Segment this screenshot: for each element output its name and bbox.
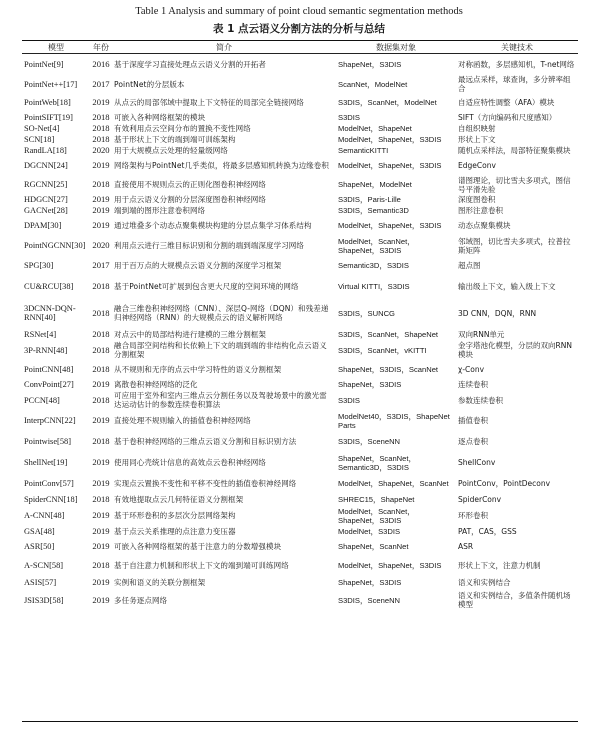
datasets-cell: ShapeNet，ScanNet，Semantic3D，S3DIS — [338, 453, 417, 472]
description-cell: 融合局部空间结构和长依赖上下文的端到端的非结构化点云语义分割框架 — [114, 341, 327, 359]
datasets-cell: ModelNet，ShapeNet，S3DIS — [338, 161, 442, 170]
key-technique-cell: 自适应特性调整（AFA）模块 — [458, 98, 555, 107]
description-cell: 用于点云语义分割的分层深度图卷积神经网络 — [114, 195, 266, 204]
model-cell: A-CNN[48] — [24, 511, 65, 520]
table-row — [22, 145, 578, 156]
key-technique-cell: χ-Conv — [458, 365, 485, 374]
year-cell: 2019 — [92, 415, 110, 425]
datasets-cell: ModelNet40，S3DIS，ShapeNet Parts — [338, 411, 450, 430]
table-row — [22, 194, 578, 205]
year-cell: 2019 — [92, 194, 110, 204]
description-cell: 对点云中的局部结构进行建模的三维分割框架 — [114, 330, 266, 339]
model-cell: ASR[50] — [24, 541, 55, 551]
year-cell: 2019 — [92, 160, 110, 170]
table-row — [22, 576, 578, 589]
key-technique-cell: 3D CNN，DQN，RNN — [458, 308, 537, 318]
description-cell: 可应用于室外和室内三维点云分割任务以及驾驶场景中的激光雷达运动估计的参数连续卷积算法 — [114, 391, 327, 409]
table-row — [22, 112, 578, 123]
table-row — [22, 123, 578, 134]
model-cell: SPG[30] — [24, 261, 54, 270]
model-cell: SCN[18] — [24, 135, 55, 144]
year-cell: 2018 — [92, 364, 110, 374]
year-cell: 2020 — [92, 240, 110, 250]
description-cell: 有效利用点云空间分布的置换不变性网络 — [114, 124, 251, 133]
key-technique-cell: 环形卷积 — [458, 511, 488, 520]
key-technique-cell: 形状上下文，注意力机制 — [458, 561, 541, 570]
header-datasets: 数据集对象 — [376, 42, 416, 52]
description-cell: 用于大规模点云处理的轻量级网络 — [114, 146, 228, 155]
description-cell: 用于百万点的大规模点云语义分割的深度学习框架 — [114, 261, 282, 270]
year-cell: 2019 — [92, 97, 110, 107]
year-cell: 2019 — [92, 478, 110, 488]
description-cell: 利用点云进行三维目标识别和分割的端到端深度学习网络 — [114, 241, 304, 250]
model-cell: HDGCN[27] — [24, 195, 68, 204]
datasets-cell: ModelNet，ShapeNet，S3DIS — [338, 135, 442, 144]
table-row — [22, 360, 578, 379]
year-cell: 2019 — [92, 205, 110, 215]
model-cell: DPAM[30] — [24, 221, 62, 230]
model-cell: SpiderCNN[18] — [24, 495, 78, 504]
description-cell: 基于卷积神经网络的三维点云语义分割和目标识别方法 — [114, 437, 297, 446]
table-row — [22, 216, 578, 235]
datasets-cell: ModelNet，ScanNet，ShapeNet，S3DIS — [338, 506, 415, 525]
datasets-cell: S3DIS，Semantic3D — [338, 206, 409, 215]
table-row — [22, 589, 578, 611]
table-row — [22, 452, 578, 473]
datasets-cell: ModelNet，ShapeNet，S3DIS — [338, 561, 442, 570]
key-technique-cell: 连续卷积 — [458, 380, 488, 389]
year-cell: 2018 — [92, 307, 110, 318]
year-cell: 2019 — [92, 540, 110, 551]
table-row — [22, 379, 578, 390]
description-cell: 通过堆叠多个动态点聚集模块构建的分层点集学习体系结构 — [114, 221, 312, 230]
table-caption-english: Table 1 Analysis and summary of point cloud semantic segmentation methods — [135, 6, 463, 17]
description-cell: PointNet的分层版本 — [114, 79, 185, 89]
key-technique-cell: 随机点采样法，局部特征聚集模块 — [458, 146, 571, 155]
key-technique-cell: 深度图卷积 — [458, 195, 496, 204]
description-cell: 基于环形卷积的多层次分层网络架构 — [114, 511, 236, 520]
key-technique-cell: 谱图理论，切比雪夫多项式，图信号平滑先验 — [458, 175, 571, 194]
table-row — [22, 390, 578, 410]
model-cell: CU&RCU[38] — [24, 281, 74, 291]
datasets-cell: ModelNet，ScanNet，ShapeNet，S3DIS — [338, 236, 415, 255]
table-row — [22, 494, 578, 505]
model-cell: PointSIFT[19] — [24, 113, 73, 122]
table-row — [22, 410, 578, 431]
table-row — [22, 156, 578, 175]
key-technique-cell: 双向RNN单元 — [458, 330, 505, 339]
year-cell: 2018 — [92, 179, 110, 189]
model-cell: DGCNN[24] — [24, 161, 68, 170]
datasets-cell: S3DIS — [338, 113, 360, 122]
key-technique-cell: 自组织映射 — [458, 124, 496, 133]
key-technique-cell: 形状上下文 — [458, 135, 496, 144]
key-technique-cell: PAT，CAS，GSS — [458, 527, 517, 536]
table-caption-chinese: 表 1 点云语义分割方法的分析与总结 — [212, 23, 386, 35]
model-cell: PointNGCNN[30] — [24, 241, 86, 250]
model-cell: RSNet[4] — [24, 330, 57, 339]
key-technique-cell: 输出级上下文，输入级上下文 — [458, 281, 556, 291]
table-row — [22, 340, 578, 360]
model-cell: PointNet++[17] — [24, 79, 78, 89]
key-technique-cell: PointConv，PointDeconv — [458, 479, 551, 488]
datasets-cell: ModelNet，S3DIS — [338, 527, 401, 536]
year-cell: 2019 — [92, 510, 110, 520]
year-cell: 2018 — [92, 560, 110, 570]
datasets-cell: ShapeNet，S3DIS，ScanNet — [338, 365, 439, 374]
table-row — [22, 555, 578, 576]
table-row — [22, 431, 578, 452]
description-cell: 基于深度学习直接处理点云语义分割的开拓者 — [114, 59, 266, 69]
key-technique-cell: 图形注意卷积 — [458, 206, 503, 215]
model-cell: PointNet[9] — [24, 59, 64, 69]
description-cell: 可嵌入各种网络框架的基于注意力的分数增强模块 — [114, 541, 282, 551]
year-cell: 2018 — [92, 494, 110, 504]
model-cell: ConvPoint[27] — [24, 380, 74, 389]
year-cell: 2017 — [92, 78, 110, 89]
model-cell: JSIS3D[58] — [24, 595, 64, 605]
year-cell: 2018 — [92, 134, 110, 144]
description-cell: 融合三维卷积神经网络（CNN）、深层Q-网络（DQN）和残差递归神经网络（RNN）的大规模点云的语义解析网络 — [114, 304, 329, 322]
key-technique-cell: EdgeConv — [458, 161, 496, 170]
year-cell: 2019 — [92, 457, 110, 467]
table-row — [22, 297, 578, 329]
table-row — [22, 205, 578, 216]
header-year: 年份 — [93, 42, 109, 52]
description-cell: 网络架构与PointNet几乎类似，将最多层感知机转换为边缘卷积 — [114, 161, 329, 170]
datasets-cell: S3DIS — [338, 395, 360, 405]
year-cell: 2018 — [92, 344, 110, 355]
table-row — [22, 473, 578, 494]
datasets-cell: Semantic3D，S3DIS — [338, 261, 409, 270]
key-technique-cell: ShellConv — [458, 458, 496, 467]
datasets-cell: ModelNet，ShapeNet，S3DIS — [338, 221, 442, 230]
model-cell: ASIS[57] — [24, 578, 57, 587]
model-cell: 3P-RNN[48] — [24, 345, 68, 355]
model-cell: GACNet[28] — [24, 206, 68, 215]
model-cell: Pointwise[58] — [24, 437, 71, 446]
year-cell: 2019 — [92, 594, 110, 605]
table-row — [22, 505, 578, 526]
year-cell: 2017 — [92, 260, 110, 270]
model-cell: 3DCNN-DQN-RNN[40] — [24, 304, 76, 322]
description-cell: 端到端的图形注意卷积网络 — [114, 206, 206, 215]
model-cell: InterpCNN[22] — [24, 416, 76, 425]
model-cell: PointCNN[48] — [24, 365, 74, 374]
year-cell: 2016 — [92, 58, 110, 69]
year-cell: 2020 — [92, 145, 110, 155]
year-cell: 2019 — [92, 220, 110, 230]
table-row — [22, 134, 578, 145]
table-row — [22, 329, 578, 340]
year-cell: 2018 — [92, 329, 110, 339]
year-cell: 2018 — [92, 123, 110, 133]
datasets-cell: S3DIS，ScanNet，ModelNet — [338, 98, 437, 107]
key-technique-cell: 最远点采样，球查询，多分辨率组合 — [458, 75, 571, 93]
model-cell: RandLA[18] — [24, 146, 67, 155]
description-cell: 可嵌入各种网络框架的模块 — [114, 113, 206, 122]
datasets-cell: ModelNet，ShapeNet，ScanNet — [338, 479, 449, 488]
datasets-cell: S3DIS，ScanNet，ShapeNet — [338, 330, 439, 339]
year-cell: 2019 — [92, 526, 110, 536]
datasets-cell: SHREC15，ShapeNet — [338, 495, 415, 504]
year-cell: 2018 — [92, 112, 110, 122]
model-cell: RGCNN[25] — [24, 180, 68, 189]
table-row — [22, 537, 578, 555]
datasets-cell: ShapeNet，ModelNet — [338, 180, 412, 189]
key-technique-cell: 金字塔池化模型，分层的双向RNN模块 — [458, 341, 572, 359]
description-cell: 从不规则和无序的点云中学习特性的语义分割框架 — [114, 365, 282, 374]
description-cell: 基于点云关系推理的点注意力变压器 — [114, 527, 236, 536]
methods-table — [22, 41, 578, 611]
description-cell: 直接使用不规则点云的正则化图卷积神经网络 — [114, 180, 266, 189]
description-cell: 基于PointNet可扩展到包含更大尺度的空间环境的网络 — [114, 281, 299, 291]
model-cell: PointConv[57] — [24, 479, 74, 488]
description-cell: 有效地提取点云几何特征语义分割框架 — [114, 495, 244, 504]
table-row — [22, 526, 578, 537]
model-cell: ShellNet[19] — [24, 458, 68, 467]
bottom-rule — [22, 721, 578, 722]
datasets-cell: ShapeNet，S3DIS — [338, 59, 402, 69]
key-technique-cell: 语义和实例结合，多值条件随机场模型 — [458, 591, 571, 609]
description-cell: 基于自注意力机制和形状上下文的端到端可训练网络 — [114, 561, 289, 570]
model-cell: A-SCN[58] — [24, 561, 64, 570]
datasets-cell: S3DIS，Paris-Lille — [338, 195, 401, 204]
description-cell: 直接处理不规则输入的插值卷积神经网络 — [114, 416, 251, 425]
table-header-row — [22, 41, 578, 53]
description-cell: 使用同心壳统计信息的高效点云卷积神经网络 — [114, 458, 266, 467]
datasets-cell: S3DIS，SUNCG — [338, 308, 395, 318]
model-cell: SO-Net[4] — [24, 124, 60, 133]
key-technique-cell: 语义和实例结合 — [458, 578, 511, 587]
header-key-techniques: 关键技术 — [501, 42, 533, 52]
header-description: 简介 — [216, 42, 232, 52]
description-cell: 多任务逐点网络 — [114, 595, 168, 605]
description-cell: 实例和语义的关联分割框架 — [114, 578, 206, 587]
datasets-cell: ShapeNet，S3DIS — [338, 578, 402, 587]
table-row — [22, 175, 578, 194]
year-cell: 2018 — [92, 394, 110, 405]
datasets-cell: ScanNet，ModelNet — [338, 79, 408, 89]
year-cell: 2019 — [92, 379, 110, 389]
description-cell: 基于形状上下文的端到端可训练架构 — [114, 135, 236, 144]
key-technique-cell: 逐点卷积 — [458, 437, 488, 446]
model-cell: GSA[48] — [24, 527, 55, 536]
year-cell: 2019 — [92, 577, 110, 587]
description-cell: 离散卷积神经网络的泛化 — [114, 380, 198, 389]
table-row — [22, 256, 578, 275]
header-model: 模型 — [48, 42, 64, 52]
key-technique-cell: 参数连续卷积 — [458, 395, 503, 405]
key-technique-cell: 邻域图，切比雪夫多项式，拉普拉斯矩阵 — [458, 236, 571, 255]
table-row — [22, 53, 578, 75]
year-cell: 2018 — [92, 280, 110, 291]
key-technique-cell: SpiderConv — [458, 495, 502, 504]
table-row — [22, 275, 578, 297]
datasets-cell: Virtual KITTI，S3DIS — [338, 281, 410, 291]
model-cell: PCCN[48] — [24, 395, 60, 405]
key-technique-cell: ASR — [458, 541, 474, 551]
table-row — [22, 235, 578, 256]
datasets-cell: S3DIS，SceneNN — [338, 437, 401, 446]
datasets-cell: S3DIS，SceneNN — [338, 595, 401, 605]
key-technique-cell: 动态点聚集模块 — [458, 221, 511, 230]
datasets-cell: ModelNet，ShapeNet — [338, 124, 412, 133]
key-technique-cell: 对称函数，多层感知机，T-net网络 — [458, 59, 575, 69]
datasets-cell: S3DIS，ScanNet，vKITTI — [338, 345, 427, 355]
description-cell: 从点云的局部邻域中提取上下文特征的局部完全链接网络 — [114, 98, 304, 107]
datasets-cell: ShapeNet，S3DIS — [338, 380, 402, 389]
model-cell: PointWeb[18] — [24, 98, 71, 107]
description-cell: 实现点云置换不变性和平移不变性的插值卷积神经网络 — [114, 479, 297, 488]
key-technique-cell: SIFT（方向编码和尺度感知） — [458, 113, 557, 122]
table-row — [22, 93, 578, 112]
key-technique-cell: 超点图 — [458, 261, 481, 270]
table-row — [22, 75, 578, 93]
datasets-cell: SemanticKITTI — [338, 146, 389, 155]
datasets-cell: ShapeNet，ScanNet — [338, 541, 409, 551]
key-technique-cell: 插值卷积 — [458, 416, 488, 425]
year-cell: 2018 — [92, 436, 110, 446]
